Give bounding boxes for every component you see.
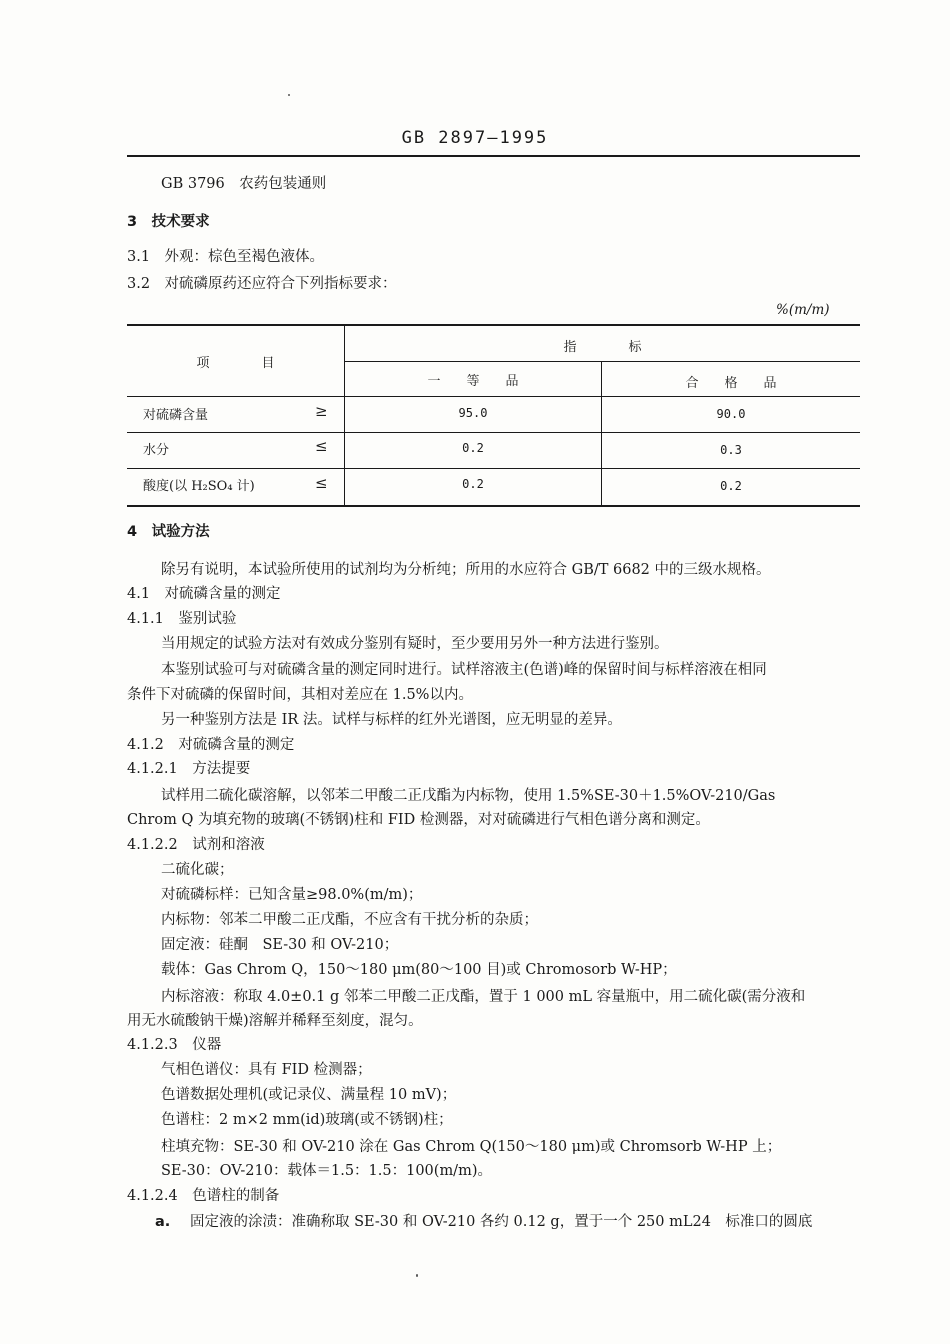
clause-4-1-2-3: 4.1.2.3 仪器	[127, 1037, 222, 1053]
reagent-item: 固定液：硅酮 SE-30 和 OV-210；	[161, 937, 399, 953]
row-name: 水分	[143, 443, 170, 458]
clause-3-2: 3.2 对硫磷原药还应符合下列指标要求：	[127, 276, 397, 292]
reference-line: GB 3796 农药包装通则	[161, 176, 327, 192]
scan-speck	[416, 1274, 418, 1277]
clause-3-1: 3.1 外观：棕色至褐色液体。	[127, 249, 325, 265]
row-first: 0.2	[462, 477, 484, 491]
clause-4-1-2-1: 4.1.2.1 方法提要	[127, 761, 251, 777]
paragraph: 试样用二硫化碳溶解，以邻苯二甲酸二正戊酯为内标物，使用 1.5%SE-30＋1.5%OV-210/Gas	[161, 788, 776, 804]
scan-speck	[288, 94, 290, 96]
row-first: 0.2	[462, 441, 484, 455]
list-item-a: 固定液的涂渍：准确称取 SE-30 和 OV-210 各约 0.12 g，置于一个 250 mL24 标准口的圆底	[190, 1214, 813, 1230]
paragraph: 条件下对硫磷的保留时间，其相对差应在 1.5%以内。	[127, 687, 473, 703]
clause-4-1-2: 4.1.2 对硫磷含量的测定	[127, 737, 295, 753]
clause-4-1-2-4: 4.1.2.4 色谱柱的制备	[127, 1188, 280, 1204]
table-rule	[127, 396, 860, 397]
clause-4-1: 4.1 对硫磷含量的测定	[127, 586, 281, 602]
spec-table	[127, 324, 860, 506]
row-name: 对硫磷含量	[143, 408, 209, 423]
instrument-item: 气相色谱仪：具有 FID 检测器；	[161, 1062, 372, 1078]
paragraph: 另一种鉴别方法是 IR 法。试样与标样的红外光谱图，应无明显的差异。	[161, 712, 622, 728]
table-unit: %(m/m)	[776, 302, 830, 318]
row-qualified: 90.0	[716, 407, 746, 421]
clause-4-1-1: 4.1.1 鉴别试验	[127, 611, 237, 627]
instrument-item: SE-30：OV-210：载体＝1.5：1.5：100(m/m)。	[161, 1163, 492, 1179]
header-first-grade: 一 等 品	[427, 374, 519, 389]
paragraph: 当用规定的试验方法对有效成分鉴别有疑时，至少要用另外一种方法进行鉴别。	[161, 636, 669, 652]
reagent-item: 内标溶液：称取 4.0±0.1 g 邻苯二甲酸二正戊酯，置于 1 000 mL 容量瓶中，用二硫化碳(需分液和	[161, 989, 806, 1005]
paragraph: Chrom Q 为填充物的玻璃(不锈钢)柱和 FID 检测器，对对硫磷进行气相色谱分离和测定。	[127, 812, 710, 828]
section-4-heading: 4 试验方法	[127, 524, 210, 540]
reagent-item: 载体：Gas Chrom Q，150～180 μm(80～100 目)或 Chromosorb W-HP；	[161, 962, 677, 978]
reagent-item: 二硫化碳；	[161, 862, 234, 878]
reagent-item: 用无水硫酸钠干燥)溶解并稀释至刻度，混匀。	[127, 1013, 423, 1029]
row-symbol: ≤	[315, 437, 328, 455]
table-rule	[127, 432, 860, 433]
reagent-item: 内标物：邻苯二甲酸二正戊酯，不应含有干扰分析的杂质；	[161, 912, 538, 928]
table-top-rule	[127, 324, 860, 326]
paragraph: 本鉴别试验可与对硫磷含量的测定同时进行。试样溶液主(色谱)峰的保留时间与标样溶液在相同	[161, 662, 767, 678]
page-header-title: GB 2897—1995	[401, 128, 549, 148]
header-index: 指 标	[563, 340, 642, 355]
header-rule	[127, 155, 860, 157]
instrument-item: 柱填充物：SE-30 和 OV-210 涂在 Gas Chrom Q(150～180 μm)或 Chromsorb W-HP 上；	[161, 1139, 782, 1155]
table-rule	[345, 361, 860, 362]
list-label-a: a.	[155, 1214, 171, 1230]
instrument-item: 色谱柱：2 m×2 mm(id)玻璃(或不锈钢)柱；	[161, 1112, 453, 1128]
row-first: 95.0	[458, 406, 488, 420]
section-3-heading: 3 技术要求	[127, 214, 210, 230]
table-rule	[127, 468, 860, 469]
header-item: 项 目	[196, 356, 275, 371]
row-symbol: ≥	[315, 402, 328, 420]
row-name: 酸度(以 H₂SO₄ 计)	[143, 479, 255, 494]
header-qualified: 合 格 品	[685, 376, 777, 391]
table-bottom-rule	[127, 505, 860, 507]
clause-4-1-2-2: 4.1.2.2 试剂和溶液	[127, 837, 265, 853]
reagent-item: 对硫磷标样：已知含量≥98.0%(m/m)；	[161, 887, 423, 903]
row-qualified: 0.2	[720, 479, 742, 493]
row-qualified: 0.3	[720, 443, 742, 457]
section-4-intro: 除另有说明，本试验所使用的试剂均为分析纯；所用的水应符合 GB/T 6682 中的三级水规格。	[161, 562, 771, 578]
instrument-item: 色谱数据处理机(或记录仪、满量程 10 mV)；	[161, 1087, 457, 1103]
row-symbol: ≤	[315, 474, 328, 492]
